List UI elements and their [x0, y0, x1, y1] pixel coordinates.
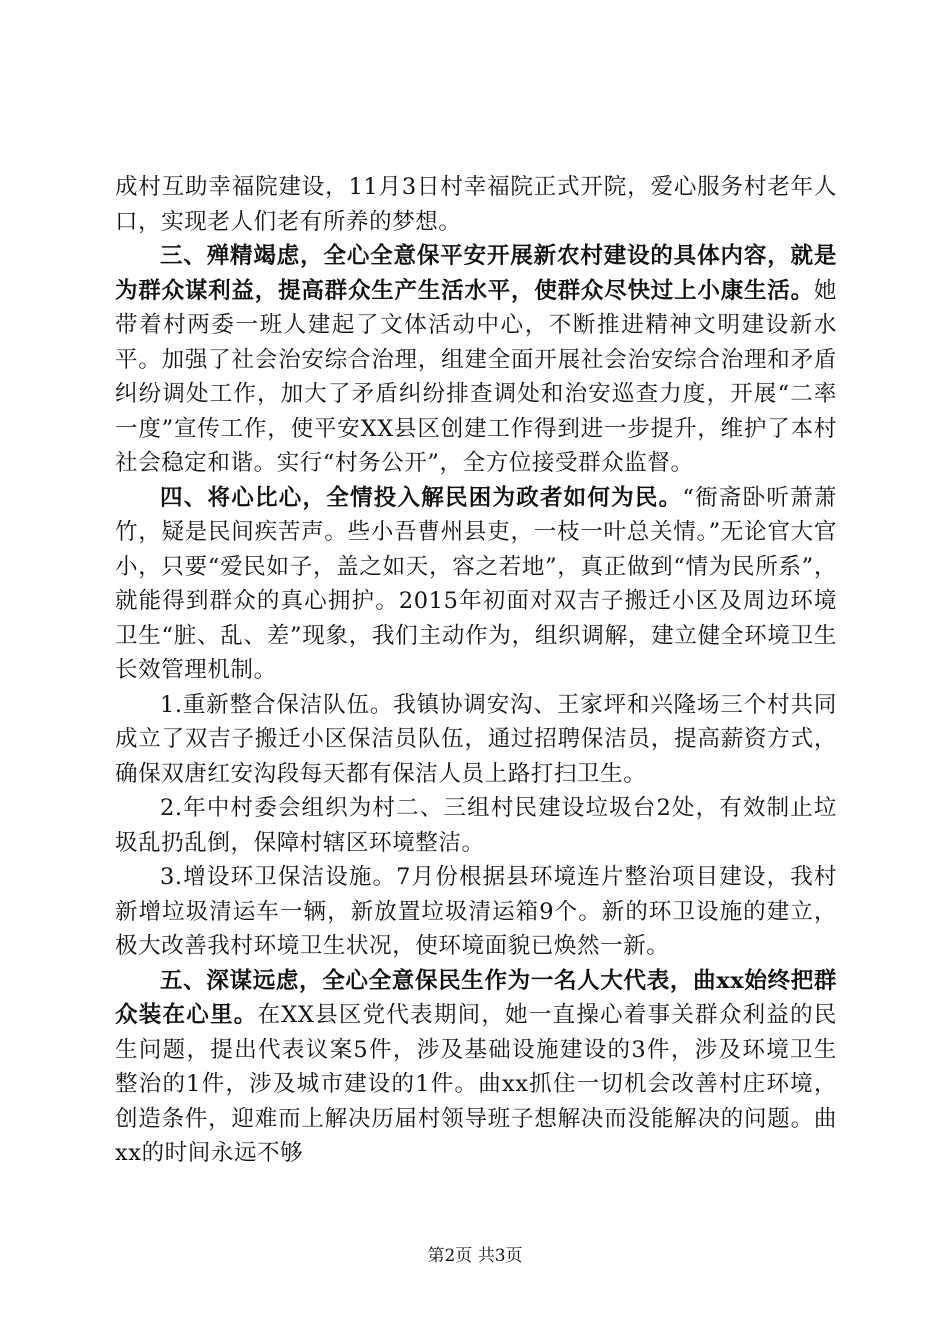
- paragraph-6: [115, 860, 837, 964]
- paragraph-1: [115, 170, 837, 239]
- paragraph-text: 1.重新整合保洁队伍。我镇协调安沟、王家坪和兴隆场三个村共同成立了双吉子搬迁小区保洁员队伍，通过招聘保洁员，提高薪资方式，确保双唐红安沟段每天都有保洁人员上路打扫卫生。: [115, 691, 837, 787]
- paragraph-heading: 五、深谋远虑，全心全意保民生作为一名人大代表，曲xx始终把群众装在心里。: [115, 967, 837, 1028]
- paragraph-text: 她带着村两委一班人建起了文体活动中心，不断推进精神文明建设新水平。加强了社会治安综合治理，组建全面开展社会治安综合治理和矛盾纠纷调处工作，加大了矛盾纠纷排查调处和治安巡查力度，开展“二率一度”宣传工作，使平安XX县区创建工作得到进一步提升，维护了本村社会稳定和谐。实行“村务公开”，全方位接受群众监督。: [115, 277, 837, 476]
- paragraph-text: 成村互助幸福院建设，11月3日村幸福院正式开院，爱心服务村老年人口，实现老人们老有所养的梦想。: [115, 174, 837, 235]
- paragraph-4: [115, 688, 837, 792]
- paragraph-2: [115, 239, 837, 481]
- paragraph-text: 3.增设环卫保洁设施。7月份根据县环境连片整治项目建设，我村新增垃圾清运车一辆，新放置垃圾清运箱9个。新的环卫设施的建立，极大改善我村环境卫生状况，使环境面貌已焕然一新。: [115, 864, 837, 959]
- paragraph-heading: 三、殚精竭虑，全心全意保平安开展新农村建设的具体内容，就是为群众谋利益，提高群众生产生活水平，使群众尽快过上小康生活。: [115, 243, 837, 304]
- paragraph-text: 在XX县区党代表期间，她一直操心着事关群众利益的民生问题，提出代表议案5件，涉及基础设施建设的3件，涉及环境卫生整治的1件，涉及城市建设的1件。曲xx抓住一切机会改善村庄环境，创造条件，迎难而上解决历届村领导班子想解决而没能解决的问题。曲xx的时间永远不够: [115, 1002, 837, 1166]
- paragraph-3: [115, 481, 837, 688]
- page-number-label: 第2页 共3页: [427, 1246, 523, 1266]
- paragraph-text: “衙斋卧听萧萧竹，疑是民间疾苦声。些小吾曹州县吏，一枝一叶总关情。”无论官大官小，只要“爱民如子，盖之如天，容之若地”，真正做到“情为民所系”，就能得到群众的真心拥护。2015年初面对双吉子搬迁小区及周边环境卫生“脏、乱、差”现象，我们主动作为，组织调解，建立健全环境卫生长效管理机制。: [115, 484, 838, 683]
- document-body: [115, 170, 837, 1171]
- paragraph-heading: 四、将心比心，全情投入解民困为政者如何为民。: [160, 484, 683, 511]
- paragraph-5: [115, 791, 837, 860]
- paragraph-7: [115, 964, 837, 1171]
- paragraph-text: 2.年中村委会组织为村二、三组村民建设垃圾台2处，有效制止垃圾乱扔乱倒，保障村辖区环境整洁。: [115, 795, 837, 856]
- page-footer: [0, 1245, 950, 1267]
